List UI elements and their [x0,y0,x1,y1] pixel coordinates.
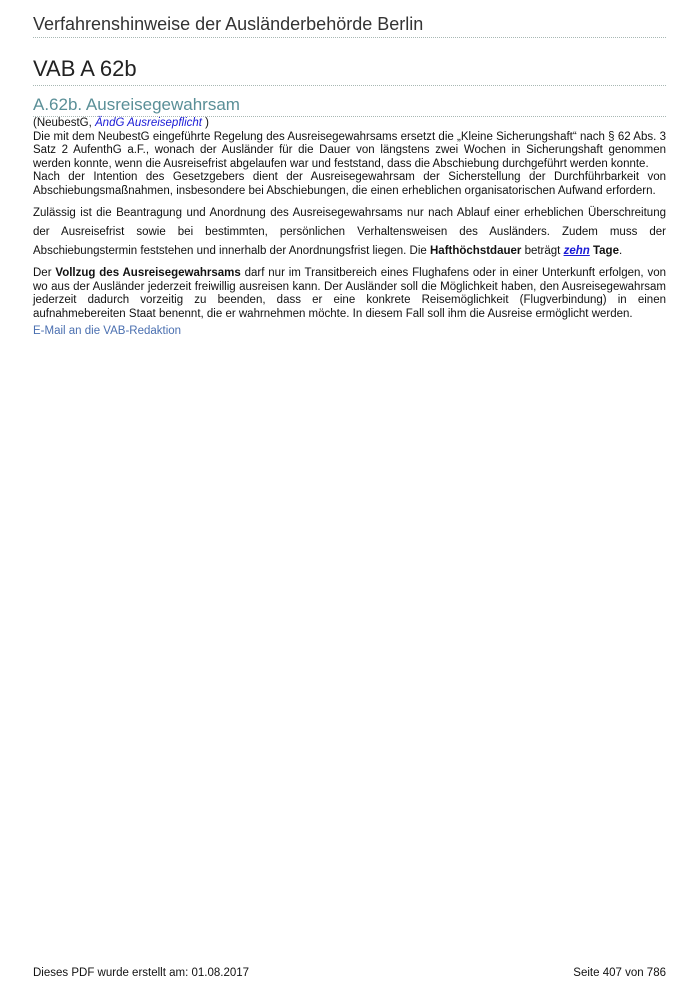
section-heading: A.62b. Ausreisegewahrsam [33,95,666,117]
references-prefix: (NeubestG, [33,117,95,129]
footer-page-number: Seite 407 von 786 [573,967,666,979]
zehn-link[interactable]: zehn [563,245,590,257]
tage-term: Tage [592,245,619,257]
paragraph-1: Die mit dem NeubestG eingeführte Regelung des Ausreisegewahrsams ersetzt die „Kleine Sicherungshaft“ nach § 62 Abs. 3 Satz 2 AufenthG a.F., wonach der Ausländer für die Dauer von längstens zwei Wochen in Sicherungshaft genommen werden konnte, wenn die Ausreisefrist abgelaufen war und feststand, dass die Abschiebung durchgeführt werden konnte. [33,130,666,170]
document-page [33,0,666,339]
email-vab-redaktion-link[interactable]: E-Mail an die VAB-Redaktion [33,325,182,337]
paragraph-3-period: . [618,245,623,257]
document-title: VAB A 62b [33,56,666,86]
hafthoechstdauer-term: Hafthöchstdauer [430,245,522,257]
paragraph-3-text: Zulässig ist die Beantragung und Anordnung des Ausreisegewahrsams nur nach Ablauf einer erheblichen Überschreitung der Ausreisefrist sowie bei bestimmten, persönlichen Verhaltensweisen des Ausländers. Zudem muss der Abschiebungstermin feststehen und innerhalb der Anordnungsfrist liegen. Die [33,207,666,257]
paragraph-2: Nach der Intention des Gesetzgebers dient der Ausreisegewahrsam der Sicherstellung der Durchführbarkeit von Abschiebungsmaßnahmen, insbesondere bei Abschiebungen, die einen erheblichen organisatorischen Aufwand erfordern. [33,171,666,197]
paragraph-4 [33,267,666,321]
paragraph-3-mid: beträgt [521,245,564,257]
vollzug-term: Vollzug des Ausreisegewahrsams [55,267,241,279]
paragraph-4-text: darf nur im Transitbereich eines Flughafens oder in einer Unterkunft erfolgen, von wo aus der Ausländer jederzeit freiwillig ausreisen kann. Der Ausländer soll die Möglichkeit haben, den Ausreisegewahrsam jederzeit dadurch vorzeitig zu beenden, dass er eine konkrete Reisemöglichkeit (Flugverbindung) in einen aufnahmebereiten Staat benennt, die er wahrnehmen möchte. In diesem Fall soll ihm die Ausreise ermöglicht werden. [33,267,666,320]
paragraph-4-prefix: Der [33,267,56,279]
footer-created-date: Dieses PDF wurde erstellt am: 01.08.2017 [33,967,250,979]
references-suffix: ) [201,117,209,129]
paragraph-3 [33,204,666,261]
aendg-ausreisepflicht-link[interactable]: ÄndG Ausreisepflicht [95,117,202,129]
references-line [33,117,666,131]
header-title: Verfahrenshinweise der Ausländerbehörde Berlin [33,13,666,38]
